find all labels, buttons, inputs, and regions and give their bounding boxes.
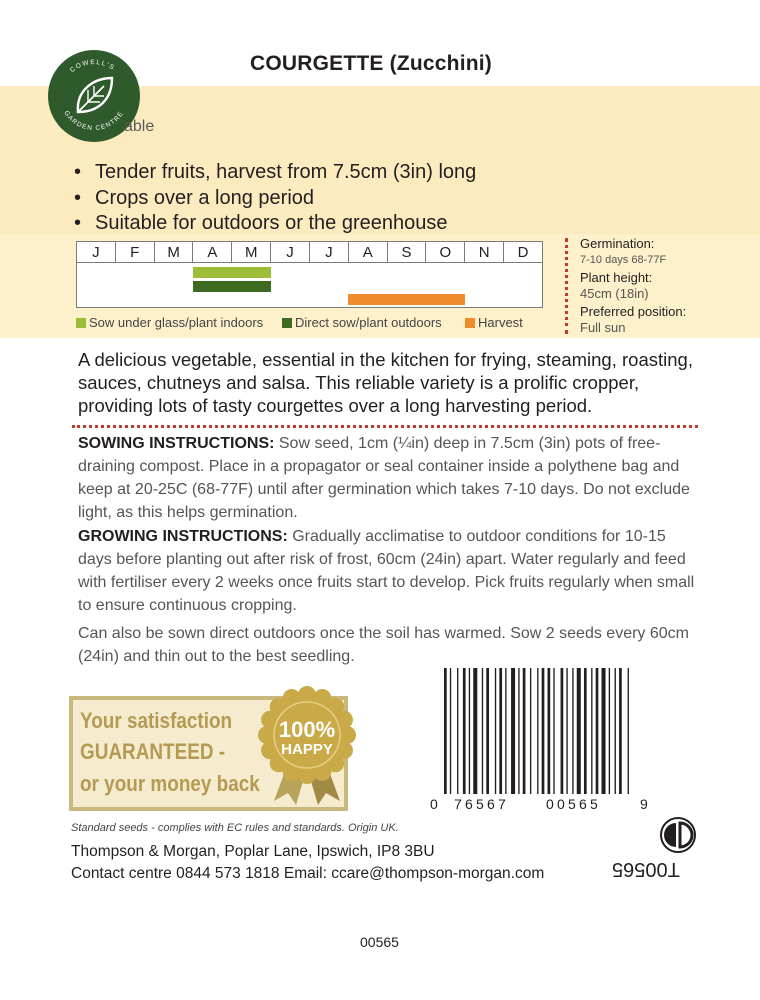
bullet-icon: • — [74, 186, 82, 209]
calendar-month: M — [155, 242, 194, 262]
barcode-bar — [457, 668, 458, 794]
badge-word: HAPPY — [281, 741, 333, 758]
product-subtitle: able — [124, 118, 155, 135]
calendar-legend — [76, 315, 546, 333]
barcode-bar — [473, 668, 477, 794]
guarantee-line-1: Your satisfaction — [80, 708, 233, 733]
legend-swatch — [76, 318, 86, 328]
legend-sow-indoors: Sow under glass/plant indoors — [76, 315, 263, 330]
barcode-bar — [530, 668, 531, 794]
barcode-bar — [463, 668, 466, 794]
barcode-bar — [482, 668, 483, 794]
calendar-month: M — [232, 242, 271, 262]
legend-sow-outdoors: Direct sow/plant outdoors — [282, 315, 442, 330]
barcode-bar — [566, 668, 567, 794]
calendar-month: S — [388, 242, 427, 262]
growing-heading: GROWING INSTRUCTIONS: — [78, 528, 288, 545]
address-line: Thompson & Morgan, Poplar Lane, Ipswich, IP8 3BU — [71, 843, 435, 860]
badge-percent: 100% — [278, 717, 336, 742]
barcode-group-1: 76567 — [454, 796, 509, 812]
calendar-bar-sow-indoors — [193, 267, 271, 278]
sowing-text: Sow seed, 1cm (¼in) deep in 7.5cm (3in) pots of free-draining compost. Place in a propagator or seal container inside a polythene bag and keep at 20-25C (68-77F) until after germination which takes 7-10 days. Do not exclude light, as this helps germination. — [78, 435, 690, 521]
calendar-month: O — [426, 242, 465, 262]
barcode-check-digit: 9 — [640, 796, 648, 812]
svg-text:COWELL'S: COWELL'S — [68, 58, 117, 75]
product-code-inverted: T00565 — [612, 858, 680, 880]
barcode-bar — [584, 668, 587, 794]
barcode-bar — [444, 668, 447, 794]
sowing-heading: SOWING INSTRUCTIONS: — [78, 435, 275, 452]
calendar-month: D — [517, 244, 529, 261]
barcode-bar — [537, 668, 538, 794]
barcode — [440, 668, 635, 796]
growing-text: Gradually acclimatise to outdoor conditions for 10-15 days before planting out after risk of frost, 60cm (24in) apart. Water regularly and feed with fertiliser every 2 weeks once fruits start to develop. Pick fruits regularly when small to ensure continuous cropping. — [78, 528, 695, 614]
page-code: 00565 — [360, 934, 399, 950]
barcode-bar — [450, 668, 451, 794]
barcode-bar — [518, 668, 519, 794]
barcode-bar — [591, 668, 592, 794]
barcode-bar — [577, 668, 581, 794]
bullet-icon: • — [74, 212, 82, 234]
calendar-bar-sow-outdoors — [193, 281, 271, 292]
guarantee-line-3: or your money back — [80, 771, 260, 796]
dotted-divider-horizontal — [72, 425, 698, 428]
height-value: 45cm (18in) — [580, 286, 649, 301]
barcode-bar — [596, 668, 599, 794]
feature-item: • Crops over a long period — [74, 186, 476, 212]
barcode-bar — [553, 668, 554, 794]
standard-seeds-note: Standard seeds - complies with EC rules and standards. Origin UK. — [71, 822, 399, 834]
germination-value: 7-10 days 68-77F — [580, 254, 667, 266]
calendar-month: F — [116, 242, 155, 262]
bullet-icon: • — [74, 161, 82, 183]
calendar-month: A — [349, 242, 388, 262]
barcode-bar — [602, 668, 606, 794]
barcode-bar — [542, 668, 545, 794]
legend-swatch — [282, 318, 292, 328]
calendar-months — [77, 242, 542, 263]
sowing-instructions — [78, 432, 698, 524]
calendar-month: J — [310, 242, 349, 262]
product-description: A delicious vegetable, essential in the kitchen for frying, steaming, roasting, sauces, chutneys and salsa. This reliable variety is a prolific cropper, providing lots of tasty courgettes over a long harvesting period. — [78, 349, 693, 416]
barcode-lead-digit: 0 — [430, 796, 438, 812]
position-value: Full sun — [580, 320, 626, 335]
happy-badge — [252, 683, 362, 807]
feature-item: • Suitable for outdoors or the greenhouse — [74, 211, 476, 237]
barcode-bar — [505, 668, 506, 794]
barcode-bar — [511, 668, 515, 794]
barcode-bar — [628, 668, 629, 794]
barcode-bar — [572, 668, 573, 794]
barcode-bar — [495, 668, 496, 794]
legend-harvest: Harvest — [465, 315, 523, 330]
height-label: Plant height: — [580, 270, 653, 285]
barcode-bar — [561, 668, 564, 794]
barcode-bar — [499, 668, 502, 794]
growing-instructions — [78, 525, 698, 617]
product-title: COURGETTE (Zucchini) — [250, 52, 492, 75]
calendar-month: N — [465, 242, 504, 262]
barcode-bar — [619, 668, 622, 794]
sowing-calendar — [76, 241, 543, 308]
calendar-month: J — [77, 242, 116, 262]
growing-facts — [580, 236, 755, 338]
company-address — [71, 841, 544, 885]
calendar-bar-harvest — [348, 294, 464, 305]
barcode-bar — [523, 668, 526, 794]
barcode-group-2: 00565 — [546, 796, 601, 812]
dotted-divider-vertical — [565, 238, 568, 334]
calendar-month: J — [271, 242, 310, 262]
legend-swatch — [465, 318, 475, 328]
green-dot-recycle-icon — [660, 817, 696, 853]
barcode-bar — [548, 668, 551, 794]
guarantee-line-2: GUARANTEED - — [80, 739, 226, 764]
contact-line: Contact centre 0844 573 1818 Email: ccare@thompson-morgan.com — [71, 865, 545, 882]
barcode-bar — [615, 668, 616, 794]
direct-sowing-note: Can also be sown direct outdoors once the soil has warmed. Sow 2 seeds every 60cm (24in) and thin out to the best seedling. — [78, 625, 689, 665]
barcode-bar — [486, 668, 489, 794]
calendar-month: A — [193, 242, 232, 262]
germination-label: Germination: — [580, 236, 655, 251]
svg-text:GARDEN CENTRE: GARDEN CENTRE — [62, 109, 126, 133]
barcode-bar — [609, 668, 610, 794]
barcode-bar — [469, 668, 470, 794]
feature-item: • Tender fruits, harvest from 7.5cm (3in) long — [74, 160, 476, 186]
position-label: Preferred position: — [580, 304, 687, 319]
feature-list — [74, 160, 476, 237]
